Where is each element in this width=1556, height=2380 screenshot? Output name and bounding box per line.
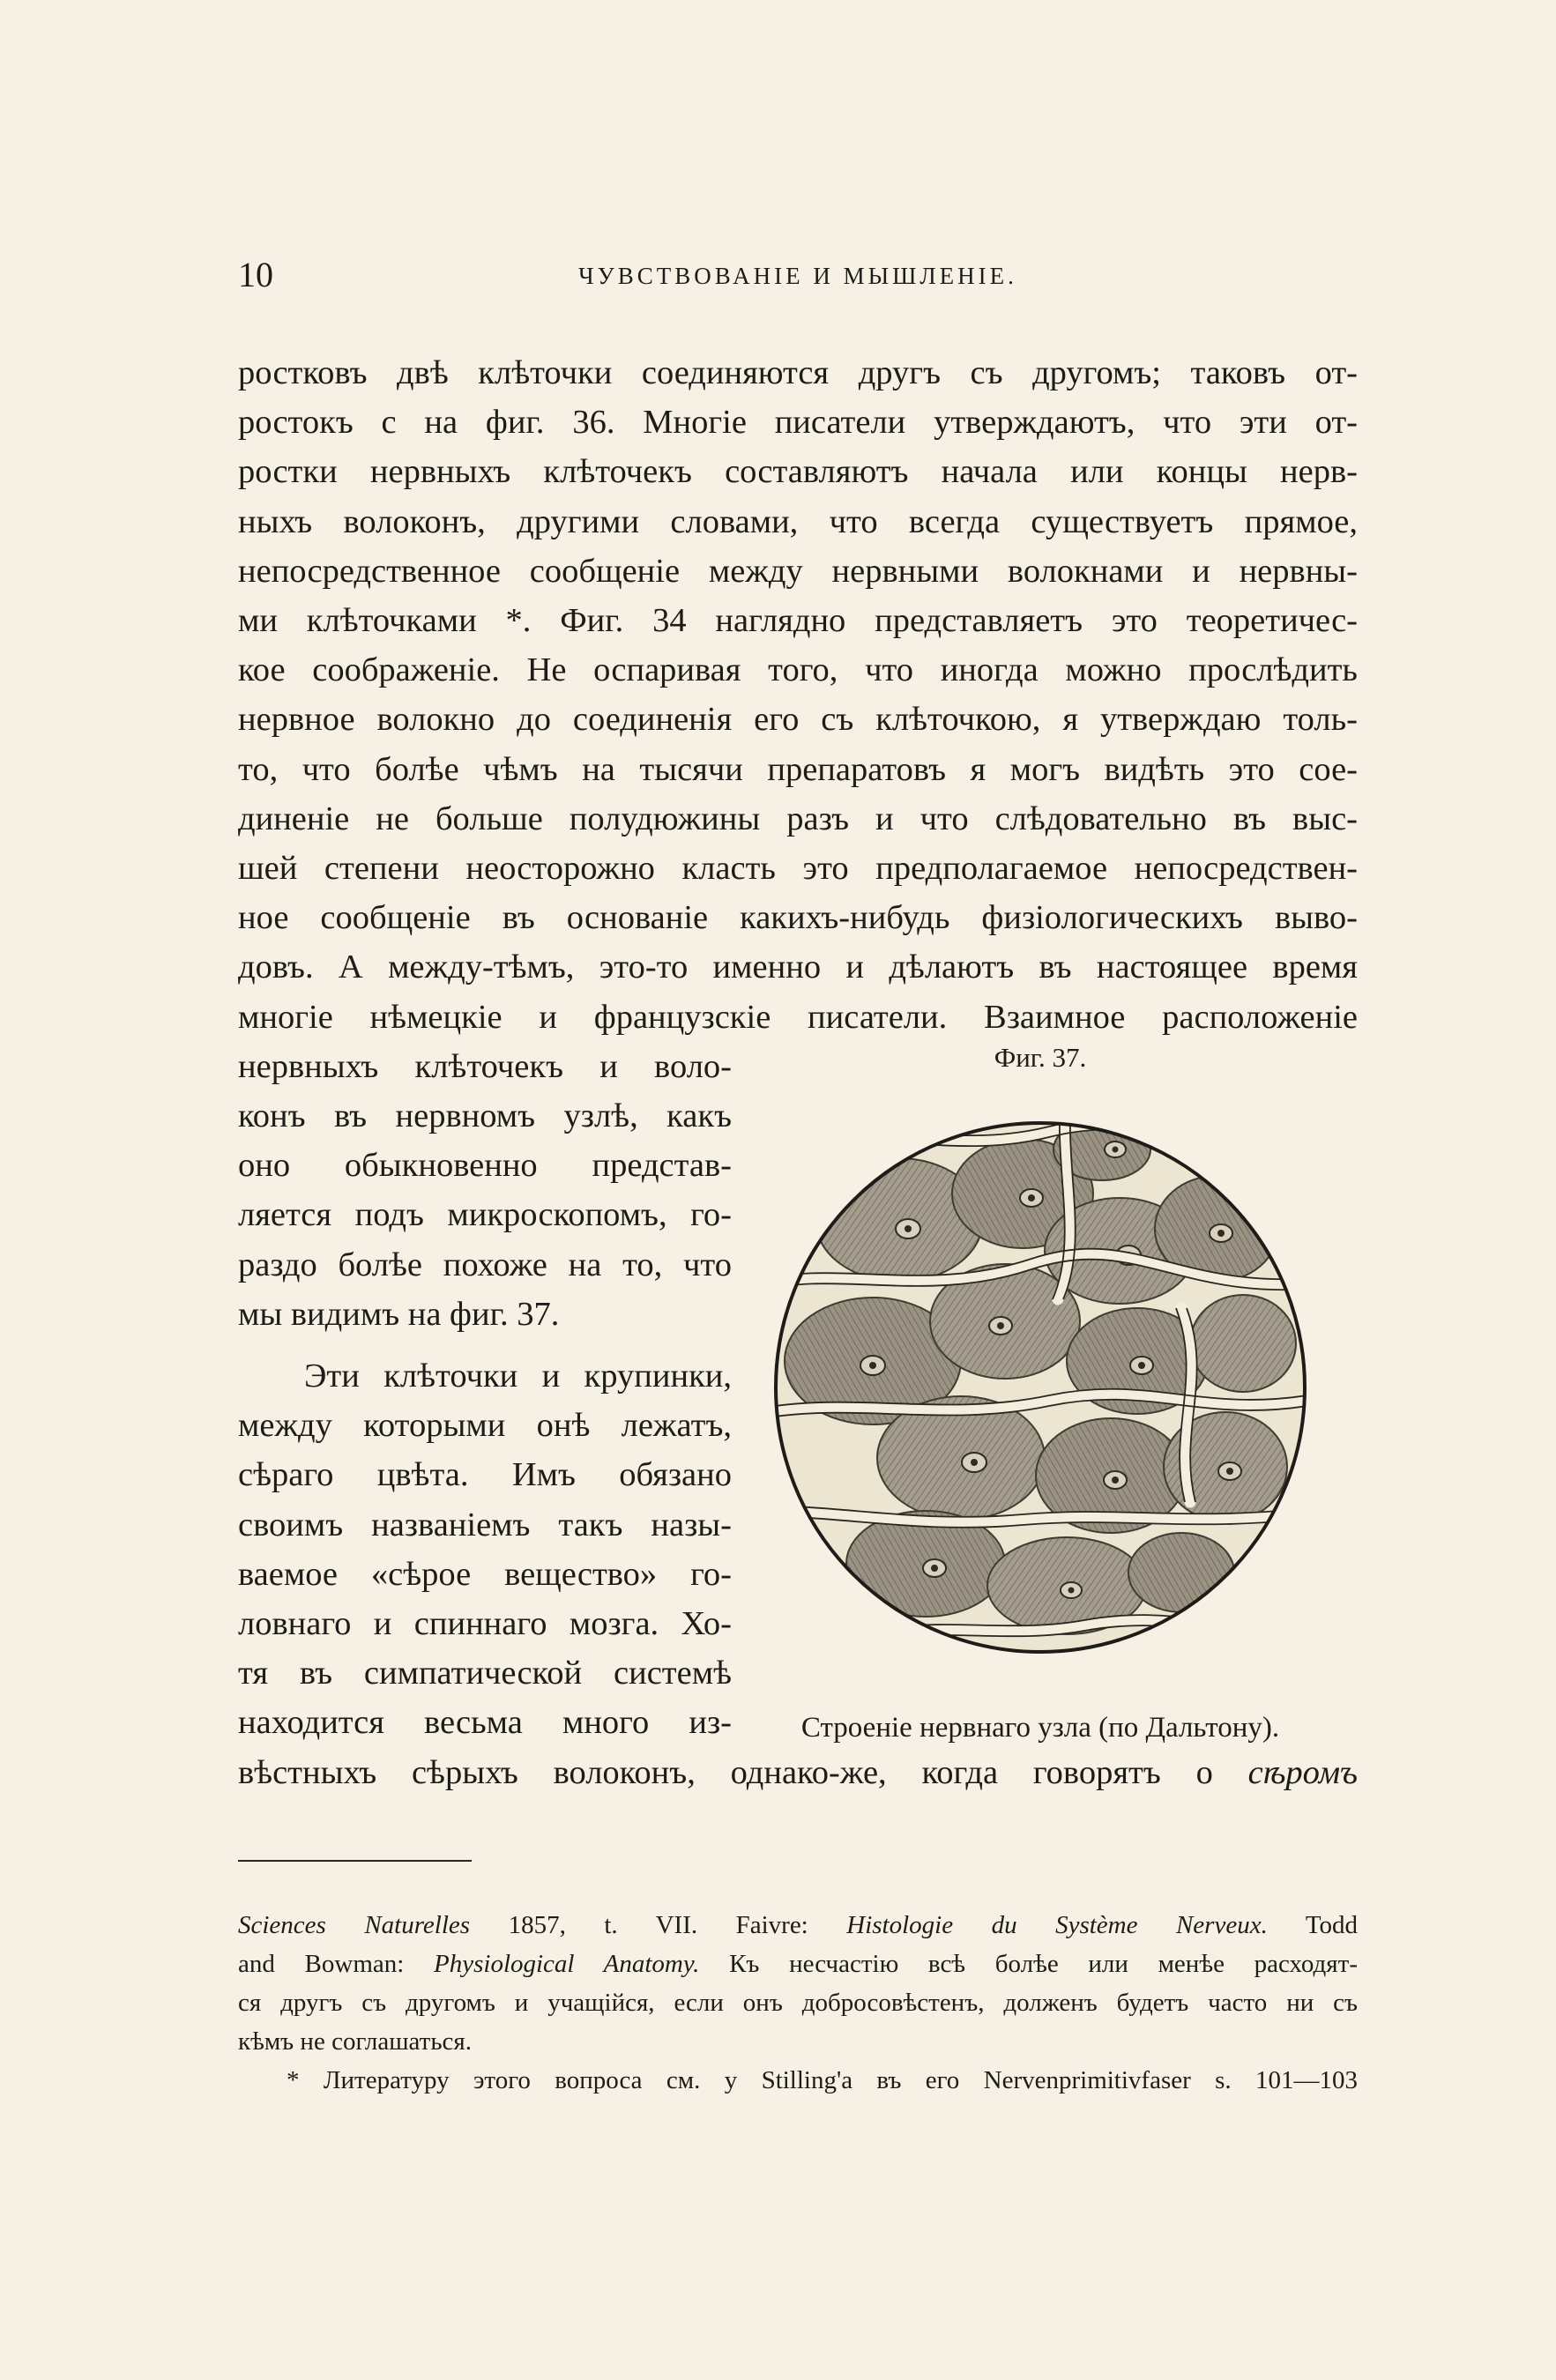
text-line: довъ. А между-тѣмъ, это-то именно и дѣлаютъ въ настоящее время: [238, 948, 1358, 986]
text-line: своимъ названіемъ такъ назы-: [238, 1506, 732, 1543]
text-line: шей степени неосторожно класть это предполагаемое непосредствен-: [238, 850, 1358, 888]
running-title: ЧУВСТВОВАНІЕ И МЫШЛЕНІЕ.: [578, 263, 1017, 289]
footnote-line: * Литературу этого вопроса см. у Stilling'а въ его Nervenprimitivfaser s. 101—103: [287, 2066, 1358, 2094]
text-line: конъ въ нервномъ узлѣ, какъ: [238, 1097, 732, 1135]
text-line: находится весьма много из-: [238, 1704, 732, 1742]
text-line: ловнаго и спиннаго мозга. Хо-: [238, 1605, 732, 1643]
text-line: мы видимъ на фиг. 37.: [238, 1295, 560, 1333]
text-span: вѣстныхъ сѣрыхъ волоконъ, однако-же, когда говорятъ о: [238, 1753, 1248, 1791]
text-line: диненіе не больше полудюжины разъ и что слѣдовательно въ выс-: [238, 800, 1358, 837]
footnote-line: ся другъ съ другомъ и учащійся, если онъ добросовѣстенъ, долженъ будетъ часто ни съ: [238, 1989, 1358, 2017]
text-span: Sciences Naturelles: [238, 1911, 471, 1939]
figure-label: Фиг. 37.: [994, 1042, 1087, 1073]
text-line: то, что болѣе чѣмъ на тысячи препаратовъ я могъ видѣть это сое-: [238, 750, 1358, 788]
text-span: Todd: [1267, 1911, 1359, 1939]
page-number: 10: [238, 255, 273, 294]
footnote-line: [238, 1906, 1358, 1945]
text-line: раздо болѣе похоже на то, что: [238, 1246, 732, 1283]
full-width-lines: [238, 348, 1358, 1042]
figure-caption: Строеніе нервнаго узла (по Дальтону).: [800, 1712, 1280, 1744]
text-span: Къ несчастію всѣ болѣе или менѣе расходят-: [699, 1950, 1358, 1978]
text-line: Эти клѣточки и крупинки,: [304, 1357, 732, 1395]
nerve-ganglion-illustration: [767, 1097, 1314, 1678]
text-line: ростокъ c на фиг. 36. Многіе писатели утверждаютъ, что эти от-: [238, 404, 1358, 442]
text-line: непосредственное сообщеніе между нервными волокнами и нервны-: [238, 552, 1358, 590]
text-line: ростковъ двѣ клѣточки соединяются другъ съ другомъ; таковъ от-: [238, 354, 1358, 391]
footnote-divider: [238, 1860, 472, 1862]
text-line: оно обыкновенно представ-: [238, 1147, 732, 1185]
text-line: между которыми онѣ лежатъ,: [238, 1407, 732, 1445]
text-line: сѣраго цвѣта. Имъ обязано: [238, 1456, 732, 1494]
text-line: ляется подъ микроскопомъ, го-: [238, 1196, 732, 1234]
text-line: ваемое «сѣрое вещество» го-: [238, 1555, 732, 1593]
text-span: Histologie du Système Nerveux.: [846, 1911, 1268, 1939]
text-span: and Bowman:: [238, 1950, 435, 1978]
text-span: 1857, t. VII. Faivre:: [470, 1911, 847, 1939]
text-span: Physiological Anatomy.: [434, 1950, 700, 1978]
text-line: ростки нервныхъ клѣточекъ составляютъ начала или концы нерв-: [238, 453, 1358, 491]
italic-word: сѣромъ: [1247, 1753, 1358, 1791]
text-line: нервное волокно до соединенія его съ клѣточкою, я утверждаю толь-: [238, 701, 1358, 739]
text-line: ныхъ волоконъ, другими словами, что всегда существуетъ прямое,: [238, 502, 1358, 540]
footnote-line: [238, 1945, 1358, 1983]
text-line: нервныхъ клѣточекъ и воло-: [238, 1047, 732, 1085]
footnotes: [238, 1906, 1358, 2100]
text-line: тя въ симпатической системѣ: [238, 1655, 732, 1692]
page-header: [238, 254, 1358, 298]
footnote-line: кѣмъ не соглашаться.: [238, 2027, 473, 2056]
text-line: многіе нѣмецкіе и французскіе писатели. Взаимное расположеніе: [238, 998, 1358, 1036]
text-line: ное сообщеніе въ основаніе какихъ-нибудь физіологическихъ выво-: [238, 899, 1358, 937]
figure-37: [767, 1042, 1314, 1765]
text-line: ми клѣточками *. Фиг. 34 наглядно представляетъ это теоретичес-: [238, 602, 1358, 640]
text-line: кое соображеніе. Не оспаривая того, что иногда можно прослѣдить: [238, 651, 1358, 689]
